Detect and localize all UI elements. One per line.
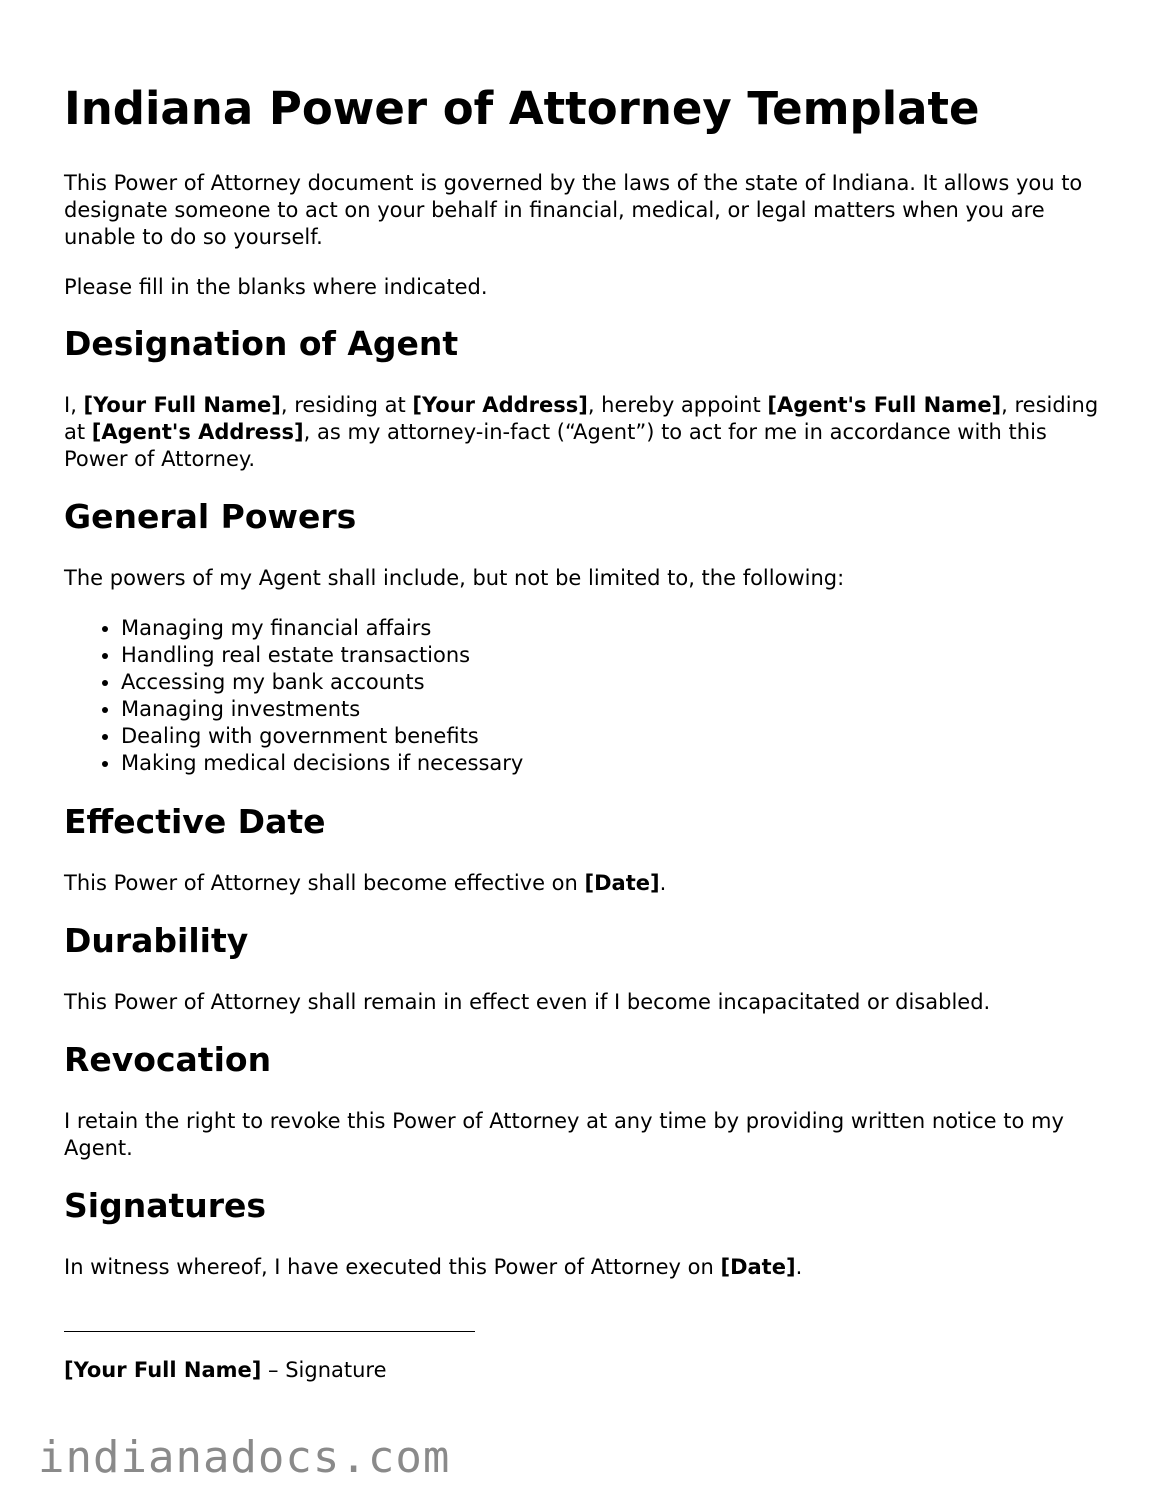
durability-section: [64, 920, 1100, 1016]
general-powers-intro: The powers of my Agent shall include, but not be limited to, the following:: [64, 566, 845, 590]
designation-heading: Designation of Agent: [64, 324, 459, 363]
revocation-heading: Revocation: [64, 1040, 272, 1079]
signature-label: – Signature: [261, 1358, 387, 1382]
powers-list: [64, 615, 1100, 777]
durability-heading: Durability: [64, 921, 249, 960]
list-item: • Dealing with government benefits: [121, 723, 1100, 750]
date-placeholder: [Date]: [584, 871, 660, 895]
revocation-section: [64, 1039, 1100, 1162]
effective-date-section: [64, 801, 1100, 897]
signature-line: [64, 1331, 475, 1332]
general-powers-section: [64, 496, 1100, 777]
designation-paragraph: [64, 392, 1100, 473]
agent-address-placeholder: [Agent's Address]: [91, 420, 304, 444]
durability-paragraph: This Power of Attorney shall remain in effect even if I become incapacitated or disabled.: [64, 990, 991, 1014]
general-powers-heading: General Powers: [64, 497, 357, 536]
designation-section: [64, 323, 1100, 473]
intro-paragraph: This Power of Attorney document is governed by the laws of the state of Indiana. It allows you to designate someone to act on your behalf in financial, medical, or legal matters when you are unable to do so yourself.: [64, 171, 1083, 249]
list-item: • Managing investments: [121, 696, 1100, 723]
designation-text-1: I,: [64, 393, 84, 417]
effective-date-period: .: [659, 871, 667, 895]
document-page: [64, 80, 1100, 1407]
designation-text-4: , residing at: [64, 393, 1099, 444]
your-full-name-placeholder: [Your Full Name]: [83, 393, 281, 417]
signatures-paragraph: [64, 1254, 1100, 1281]
signer-name-placeholder: [Your Full Name]: [64, 1358, 262, 1382]
document-title: Indiana Power of Attorney Template: [64, 82, 980, 135]
watermark: indianadocs.com: [38, 1432, 451, 1483]
signature-date-placeholder: [Date]: [720, 1255, 796, 1279]
effective-date-paragraph: [64, 870, 1100, 897]
signatures-heading: Signatures: [64, 1186, 267, 1225]
revocation-paragraph: I retain the right to revoke this Power of Attorney at any time by providing written notice to my Agent.: [64, 1109, 1064, 1160]
your-address-placeholder: [Your Address]: [412, 393, 588, 417]
effective-date-text: This Power of Attorney shall become effective on: [64, 871, 585, 895]
list-item: • Making medical decisions if necessary: [121, 750, 1100, 777]
designation-text-3: , hereby appoint: [587, 393, 768, 417]
designation-text-2: , residing at: [280, 393, 413, 417]
signature-caption: [64, 1357, 1100, 1384]
effective-date-heading: Effective Date: [64, 802, 326, 841]
signatures-section: [64, 1185, 1100, 1384]
list-item: • Managing my financial affairs: [121, 615, 1100, 642]
list-item: • Handling real estate transactions: [121, 642, 1100, 669]
fill-instruction: Please fill in the blanks where indicated.: [64, 275, 488, 299]
list-item: • Accessing my bank accounts: [121, 669, 1100, 696]
signatures-text: In witness whereof, I have executed this Power of Attorney on: [64, 1255, 721, 1279]
agent-full-name-placeholder: [Agent's Full Name]: [767, 393, 1002, 417]
designation-text-5: , as my attorney-in-fact (“Agent”) to act for me in accordance with this Power of Attorney.: [64, 420, 1047, 471]
signatures-period: .: [795, 1255, 803, 1279]
